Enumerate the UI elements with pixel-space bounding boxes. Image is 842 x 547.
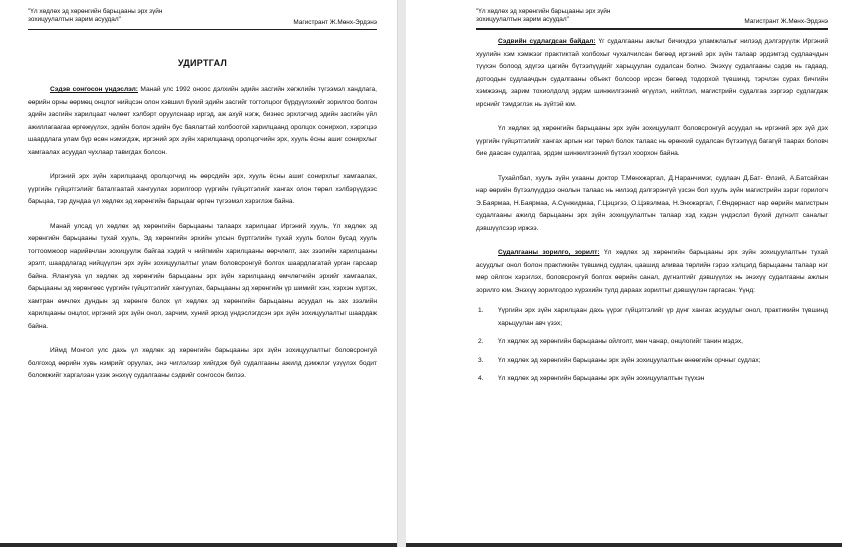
list-text: Үл хөдлөх эд хөрөнгийн барьцааны ойлголт, мөн чанар, онцлогийг танин мэдэх,	[498, 338, 743, 345]
list-text: Үл хөдлөх эд хөрөнгийн барьцааны эрх зүйн зохицуулалтын түүхэн	[498, 375, 705, 382]
paragraph-text: Манай улсад үл хөдлөх эд хөрөнгийн барьцааны талаарх харилцааг Иргэний хууль, Үл хөдлөх эд хөрөнгийн барьцааны тухай хууль, Эд хөрөнгийн эрхийн улсын бүртгэлийн тухай хууль болон бусад хууль тогтоомжоор нарийвчлан зохицуулж байгаа хэдий ч нийгмийн харилцааны өөрчлөлт, зах зээлийн харилцааны эрэлт, шаардлагад нийцүүлэн эрх зүйн зохицуулалтыг улам боловсронгуй болгох шаардлагатай урган гарсаар байна. Ялангуяа үл хөдлөх эд хөрөнгийн барьцааны эрх зүйн харилцаанд өмчлөгчийн эрхийг хамгаалах, барьцааны эд хөрөнгөөс үүргийн гүйцэтгэлийг хангуулах, барьцааны эд хөрөнгийн үр шимийг хэн, хэрхэн хүртэх, хамтран өмчлөх дундын эд хөрөнгө болох үл хөдлөх эд хөрөнгийн барьцааны асуудал нь зах зээлийн харилцааны онцлог, иргэний эрх зүйн онол, зарчим, хуний эрхэд үндэслэгдсэн эрх зүйн зохицуулалтыг шаардаж байна.	[28, 222, 377, 330]
paragraph-lead: Сэдэв сонгосон үндэслэл:	[50, 86, 139, 93]
objectives-list	[478, 305, 828, 386]
section-heading: УДИРТГАЛ	[177, 58, 228, 68]
paragraph	[476, 36, 828, 111]
page-gutter	[398, 0, 406, 547]
header-author: Магистрант Ж.Мөнх-Эрдэнэ	[744, 18, 828, 25]
paragraph-text: Тухайлбал, хууль зүйн ухааны доктор Т.Мөнхжаргал, Д.Наранчимэг, судлаач Д.Бат- Өлзий, А.Батсайхан нар өөрийн бүтээлүүддээ онолын талаас нь нилээд дэлгэрэнгүй үзсэн бол хууль зүйн магистрийн зэрэг горилогч Э.Баярмаа, Н.Баярмаа, А.Сүнжидмаа, Г.Цэцэгээ, О.Цэвэлмаа, Н.Энхжаргал, Г.Өндөрнаст нар өөрийн магистрын судалгааны ажилд барьцааны эрх зүйн зохицуулалтын талаар хэд хэдэн үндэслэл бүхий дүгнэлт саналыг дэвшүүлсээр иржээ.	[476, 174, 828, 232]
body-text	[28, 84, 377, 395]
paragraph	[476, 123, 828, 161]
list-number: 1.	[478, 307, 484, 314]
list-item	[478, 305, 828, 330]
paragraph-text: Үг судалгааны ажлыг бичихдээ уламжлалыг нилээд дэлгэрүүлж Иргэний хуулийн хэм хэмжээг практиктай холбохыг чухалчилсан бөгөөд иргэний эрх зүйн талаар эрдэмтэд судлаачдын түүхэн болоод эдүгээ цагийн бүтээлүүдийг харьцуулан судалсан болно. Энэхүү судалгааны сэдэв нь гадаад, дотоодын судлаачдын судалгааны объект болсоор ирсэн бөгөөд тодорхой түвшинд, тэрчлэн сурах бичгийн хэмжээнд, зарим тохиолдолд эрдэм шинжилгээний өгүүлэл, нийтлэл, магистрийн судалгаа зэргээр судлагдаж ирснийг тэмдэглэх нь зүйтэй юм.	[476, 38, 828, 108]
list-item	[478, 336, 828, 349]
paragraph-text: Үл хөдлөх эд хөрөнгийн барьцааны эрх зүйн зохицуулалт боловсронгуй асуудал нь иргэний эрх зүй дэх үүргийн гүйцэтгэлийг хангах аргын нэг төрөл болох талаас нь өрөнхий судалсан бүтээлүүд багагүй таарах боловч бие даасан судалгаа, эрдэм шинжилгээний бүтээл хоорхон байна.	[476, 125, 828, 157]
paragraph	[28, 345, 377, 383]
paragraph-text: Манай улс 1992 оноос дэлхийн эдийн засгийн хөгжлийн түгээмэл хандлага, өөрийн орны өөрмөц онцлог нийцсэн олон хэвшил бүхий эдийн засгийг тогтолцоог бүрдүүлэхийг зорилгоо болгон эдийн засгийн харилцаат чөлөөт хэлбэрт оруулснаар иргэд, аж ахуй нэгж, бизнес эрхлэгчид эдийн засгийн үйл ажиллагаагаа өргөжүүлэх, эдийн болон эдийн бус баялагтай холбоотой харилцаанд оролцох сонирхол, хэрэгцээ шаардлага улам бүр өсөн нэмэгдэж, иргэний эрх зүйн харилцаанд оролцогчийн эрх, хууль ёсны ашиг сонирхлыг хамгаалах асуудал чухлаар тавигдах болсон.	[28, 86, 377, 156]
paragraph	[28, 171, 377, 209]
header-title-line: зохицуулалтын зарим асуудал"	[476, 16, 569, 23]
paragraph	[476, 173, 828, 236]
paragraph	[28, 221, 377, 334]
list-number: 2.	[478, 338, 484, 345]
header-author: Магистрант Ж.Мөнх-Эрдэнэ	[293, 19, 377, 26]
list-text: Үл хөдлөх эд хөрөнгийн барьцааны эрх зүйн зохицуулалтын өнөөгийн орчныг судлах;	[498, 356, 761, 364]
header-title-line: "Үл хөдлөх эд хөрөнгийн барьцааны эрх зүйн	[476, 8, 611, 15]
header-title	[28, 8, 218, 24]
page-bottom-edge	[406, 543, 842, 547]
list-number: 4.	[478, 375, 484, 382]
page-bottom-edge	[0, 543, 397, 547]
paragraph-text: Үл хөдлөх эд хөрөнгийн барьцааны эрх зүйн зохицуулалтын тухай асуудлыг онол болон практикийн түвшинд судлан, цаашид аливаа төрлийн гэрээ хэлцэлд барьцааны талаар нэг мөр ойлгон хэрэглэх, боловсронгуй болгох өөрийн санал, дүгнэлтийг дэвшүүлэх нь энэхүү судалгааны ажлын зорилго юм. Энэхүү зорилгодоо хүрэхийн тулд дараах зорилтыг дэвшүүлэн гаргасан. Үүнд:	[476, 249, 828, 294]
document-page-right	[406, 0, 842, 547]
list-item	[478, 355, 828, 368]
header-title	[476, 8, 666, 24]
document-page-left	[0, 0, 398, 547]
paragraph-text: Иймд Монгол улс дахь үл хөдлөх эд хөрөнгийн барьцааны эрх зүйн зохицуулалтыг боловсронгуй болгоход өөрийн хувь нэмрийг оруулах, энэ чиглэлээр хийгдэж буй судалгааны ажилд дэмжлэг үзүүлэх бодит боломжийг харгалзан үзэж энэхүү судалгааны сэдвийг сонгосон билээ.	[28, 347, 377, 379]
paragraph	[28, 84, 377, 159]
list-item	[478, 373, 828, 386]
header-title-line: зохицуулалтын зарим асуудал"	[28, 16, 121, 23]
list-text: Үүргийн эрх зүйн харилцаан дахь үүрэг гүйцэтгэлийг үр дүнг хангах асуудлыг онол, практикийн түвшинд харьцуулан авч үзэх;	[498, 307, 828, 327]
header-title-line: "Үл хөдлөх эд хөрөнгийн барьцааны эрх зүйн	[28, 8, 163, 15]
list-number: 3.	[478, 356, 484, 364]
paragraph-lead: Судалгааны зорилго, зорилт:	[498, 249, 600, 256]
running-header	[28, 8, 377, 30]
paragraph-lead: Сэдвийн судлагдсан байдал:	[498, 38, 596, 45]
paragraph	[476, 247, 828, 297]
body-text	[476, 36, 828, 392]
running-header	[476, 8, 828, 30]
paragraph-text: Иргэний эрх зүйн харилцаанд оролцогчид нь өөрсдийн эрх, хууль ёсны ашиг сонирхлыг хамгаалах, үүргийн гүйцэтгэлийг баталгаатай хангуулах зорилгоор үүргийн гүйцэтгэлийг хангах олон төрөл хэлбэрүүдээс барьцаа, тэр дундаа үл хөдлөх эд хөрөнгийн барьцааг өргөн түгээмэл хэрэглэж байна.	[28, 173, 377, 205]
